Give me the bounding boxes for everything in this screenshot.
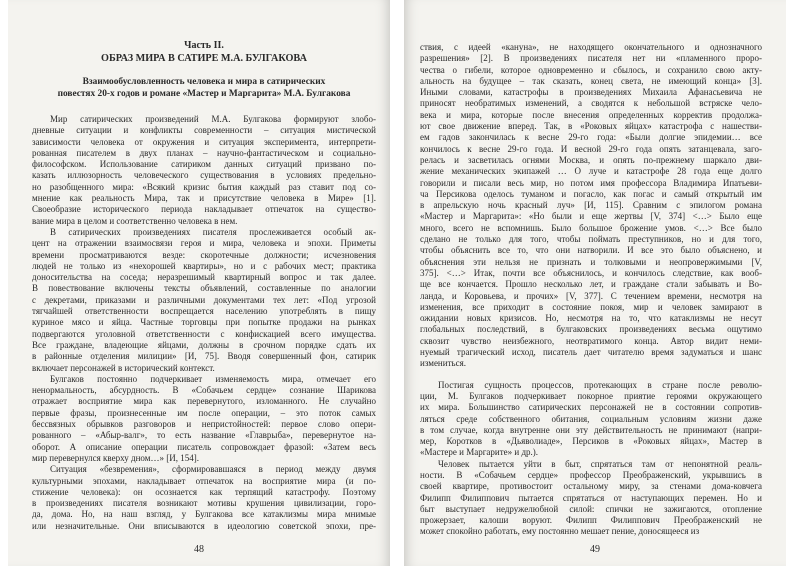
text-line: времени просматриваются везде: скоротечные должности; исчезновения [32,249,376,260]
paragraph [420,380,762,459]
text-line: сквозит чувство неизбежного, неотвратимого конца. Автор видит неми- [420,335,762,346]
paragraph [32,227,376,374]
text-line: Иными словами, катастрофы в произведениях Михаила Афанасьевича не [420,87,762,98]
right-page-column [420,42,762,538]
text-line: ности. В «Собачьем сердце» профессор Преображенский, укрывшись в [420,469,762,480]
text-line: релась и засветилась огнями Москва, и опять по-прежнему шаркало дви- [420,154,762,165]
text-line: ют свое движение вперед. Так, в «Роковых яйцах» катастрофа с нашестви- [420,121,762,132]
right-body-text [420,42,762,538]
left-page [8,0,390,566]
text-line: рованная писателем в двух планах – научно-фантастическом и социально- [32,147,376,158]
right-page [404,0,786,566]
text-line: включает персонажей в исторический контекст. [32,362,215,373]
text-line: мир перевернулся кверху дном…» [И, 154]. [32,452,199,463]
page-number-left: 48 [194,544,204,555]
text-line: говорили и писали весь мир, но потом имя профессора Владимира Ипатьеви- [420,177,762,188]
text-line: может спокойно работать, ему постоянно мешает пение, доносящееся из [420,526,700,537]
text-line: но разобщенного мира: «Всякий кризис бытия каждый раз ставит под со- [32,181,376,192]
text-line: отражает восприятие мира как перевернутого, изломанного. Не случайно [32,396,376,407]
text-line: тягчайшей ответственности воспрещается населению употреблять в пищу [32,306,376,317]
text-line: да, дома. Но, на наш взгляд, у Булгакова все катаклизмы мира мнимые [32,509,376,520]
paragraph [420,42,762,370]
text-line: чества о гибели, которое одновременно и сбылось, и сохранило свою акту- [420,64,762,75]
text-line: мнение как реальность Мира, так и присутствие человека в Мире» [1]. [32,193,376,204]
text-line: изменения, все приходит в состояние покоя, мир и человек замирают в [420,301,762,312]
text-line: прожерзает, калоши воруют. Филипп Филиппович Преображенский не [420,515,762,526]
left-body-text [32,114,376,532]
subtitle-line: Взаимообусловленность человека и мира в сатирических [82,77,326,87]
text-line: оборот. А описание операции писатель сопровождает фразой: «Затем весь [32,441,376,452]
text-line: рованного – «Абыр-валг», то есть название «Главрыба», перевернутое на- [32,430,376,441]
text-line: Мир сатирических произведений М.А. Булгакова формируют злобо- [50,114,376,124]
subtitle-line: повестях 20-х годов и романе «Мастер и Маргарита» М.А. Булгакова [57,88,351,99]
text-line: мер, Коротков в «Дьяволиаде», Персиков в «Роковых яйцах», Мастер в [420,436,762,447]
text-line: вание мира в целом и соответственно человека в нем. [32,215,238,226]
text-line: подвергаются уголовной ответственности с конфискацией всего имущества. [32,328,376,339]
text-line: Постигая сущность процессов, протекающих в стране после револю- [438,379,762,390]
part-heading: Часть II. [184,40,224,51]
paragraph [420,459,762,538]
text-line: с декретами, приказами и различными документами тех лет: «Под угрозой [32,294,376,305]
text-line: Своеобразие исторического периода накладывает отпечаток на существо- [32,204,376,215]
text-line: сделано не только для того, чтобы поймать преступников, но и для того, [420,234,762,245]
text-line: бессвязных обрывков разговоров и непристойностей: первое слово опери- [32,419,376,430]
text-line: века и мира, которые после внесения определенных корректив продолжа- [420,109,762,120]
paragraph [32,114,376,227]
text-line: Человек пытается уйти в быт, спрятаться там от непонятной реаль- [438,458,762,469]
text-line: людей не только из «нехорошей квартиры», но и с рабочих мест; практика [32,260,376,271]
text-line: стижение человека): он осознается как терпящий катастрофу. Поэтому [32,486,376,497]
text-line: в том случае, когда внутренне они эту действительность не принимают (напри- [420,424,762,435]
text-line: кончилось к весне 29-го года. И весной 29-го года опять затанцевала, заго- [420,143,762,154]
text-line: В повествование включены тексты объявлений, составленные по аналогии [32,283,376,294]
text-line: в апрельскую ночь красный луч» [И, 115]. Сравним с эпилогом романа [420,200,762,211]
text-line: Все граждане, владеющие яйцами, должны в срочном порядке сдать их [32,339,376,350]
text-line: ще все кончается. Прошло несколько лет, и граждане стали забывать и Во- [420,279,762,290]
text-line: ствия, с идеей «канунa», не находящего окончательного и однозначного [420,42,762,52]
text-line: разрешения» [2]. В произведениях писателя нет ни «пламенного проро- [420,53,762,64]
paragraph [32,464,376,532]
text-line: ча Персикова оделось туманом и погасло, как погас и самый открытый им [420,188,762,199]
text-line: казать иллюзорность человеческого существования в условиях предельно- [32,170,376,181]
text-line: или незначительные. Они вписываются в идеологию советской эпохи, пре- [32,520,376,531]
text-line: своей квартире, противостоит остальному миру, за стенами дома-ковчега [420,481,762,492]
text-line: ланда, и Коровьева, и прочих» [V, 377]. С течением времени, несмотря на [420,290,762,301]
text-line: куриное мясо и яйца. Частные торговцы при попытке продажи на рынках [32,317,376,328]
text-line: Филипп Филиппович пытается спрятаться от наступающих перемен. Но и [420,492,762,503]
text-line: ляться среде собственного обитания, социальным условиям жизни даже [420,413,762,424]
text-line: ем гадов закончилась к весне 29-го года: «Были долгие эпидемии… все [420,132,762,143]
text-line: объяснения эти нельзя не признать и толковыми и неопровержимыми [V, [420,256,762,267]
text-line: 375]. <…> Итак, почти все объяснилось, и кончилось следствие, как вооб- [420,267,762,278]
left-page-column [32,40,376,532]
text-line: измениться. [420,358,466,369]
text-line: их мира. Большинство сатирических персонажей не в состоянии сопротив- [420,402,762,413]
text-line: «Мастер и Маргарита»: «Но были и еще жертвы [V, 374] <…> Было еще [420,211,762,222]
paragraph [32,374,376,464]
text-line: нуемый трагический исход, писатель дает читателю время задуматься и шанс [420,347,762,358]
page-number-right: 49 [590,544,600,555]
text-line: В сатирических произведениях писателя прослеживается особый ак- [50,226,376,237]
text-line: глобальных последствий, в булгаковских произведениях весьма ощутимо [420,324,762,335]
text-line: альность на будущее – так сказать, конец света, не имеющий конца» [3]. [420,75,762,86]
text-line: дневные ситуации и конфликты современности – ситуация мистической [32,125,376,136]
text-line: доносительства на соседа; неразрешимый квартирный вопрос и так далее. [32,272,376,283]
section-subtitle [32,77,376,100]
text-line: Булгаков постоянно подчеркивает изменяемость мира, отмечает его [50,373,376,384]
text-line: философском. Использование сатириком данных ситуаций призвано по- [32,159,376,170]
text-line: в произведениях писателя возникают мотивы крушения цивилизации, горо- [32,498,376,509]
text-line: жение механических экипажей … О луче и катастрофе 28 года еще долго [420,166,762,177]
text-line: в районные отделения милиции» [И, 75]. Вводя совершенный фон, сатирик [32,351,376,362]
text-line: первые фразы, произнесенные им после операции, – это поток самых [32,407,376,418]
text-line: много, всего не вспомнишь. Было большое брожение умов. <…> Все было [420,222,762,233]
text-line: ожидании новых кризисов. Но, несмотря на то, что катаклизмы не несут [420,313,762,324]
chapter-title: ОБРАЗ МИРА В САТИРЕ М.А. БУЛГАКОВА [101,53,307,64]
text-line: быт выступает недружелюбной силой: спички не зажигаются, отопление [420,503,762,514]
text-line: зависимости человека от окружения и ситуация эксперимента, интерпрети- [32,136,376,147]
text-line: «Мастере и Маргарите» и др.). [420,447,539,458]
text-line: ции, М. Булгаков подчеркивает покорное приятие героями окружающего [420,390,762,401]
text-line: цент на отражении взаимосвязи героя и мира, человека и эпохи. Приметы [32,238,376,249]
text-line: ненормальность, абсурдность. В «Собачьем сердце» сознание Шарикова [32,385,376,396]
text-line: культурными эпохами, накладывает отпечаток на восприятие мира (и по- [32,475,376,486]
text-line: приносят необратимых изменений, а сводятся к небольшой встряске чело- [420,98,762,109]
text-line: Ситуация «безвремения», сформировавшаяся в период между двумя [50,464,376,475]
text-line: чтобы объяснить все то, что они натворили. И все это было объяснено, и [420,245,762,256]
